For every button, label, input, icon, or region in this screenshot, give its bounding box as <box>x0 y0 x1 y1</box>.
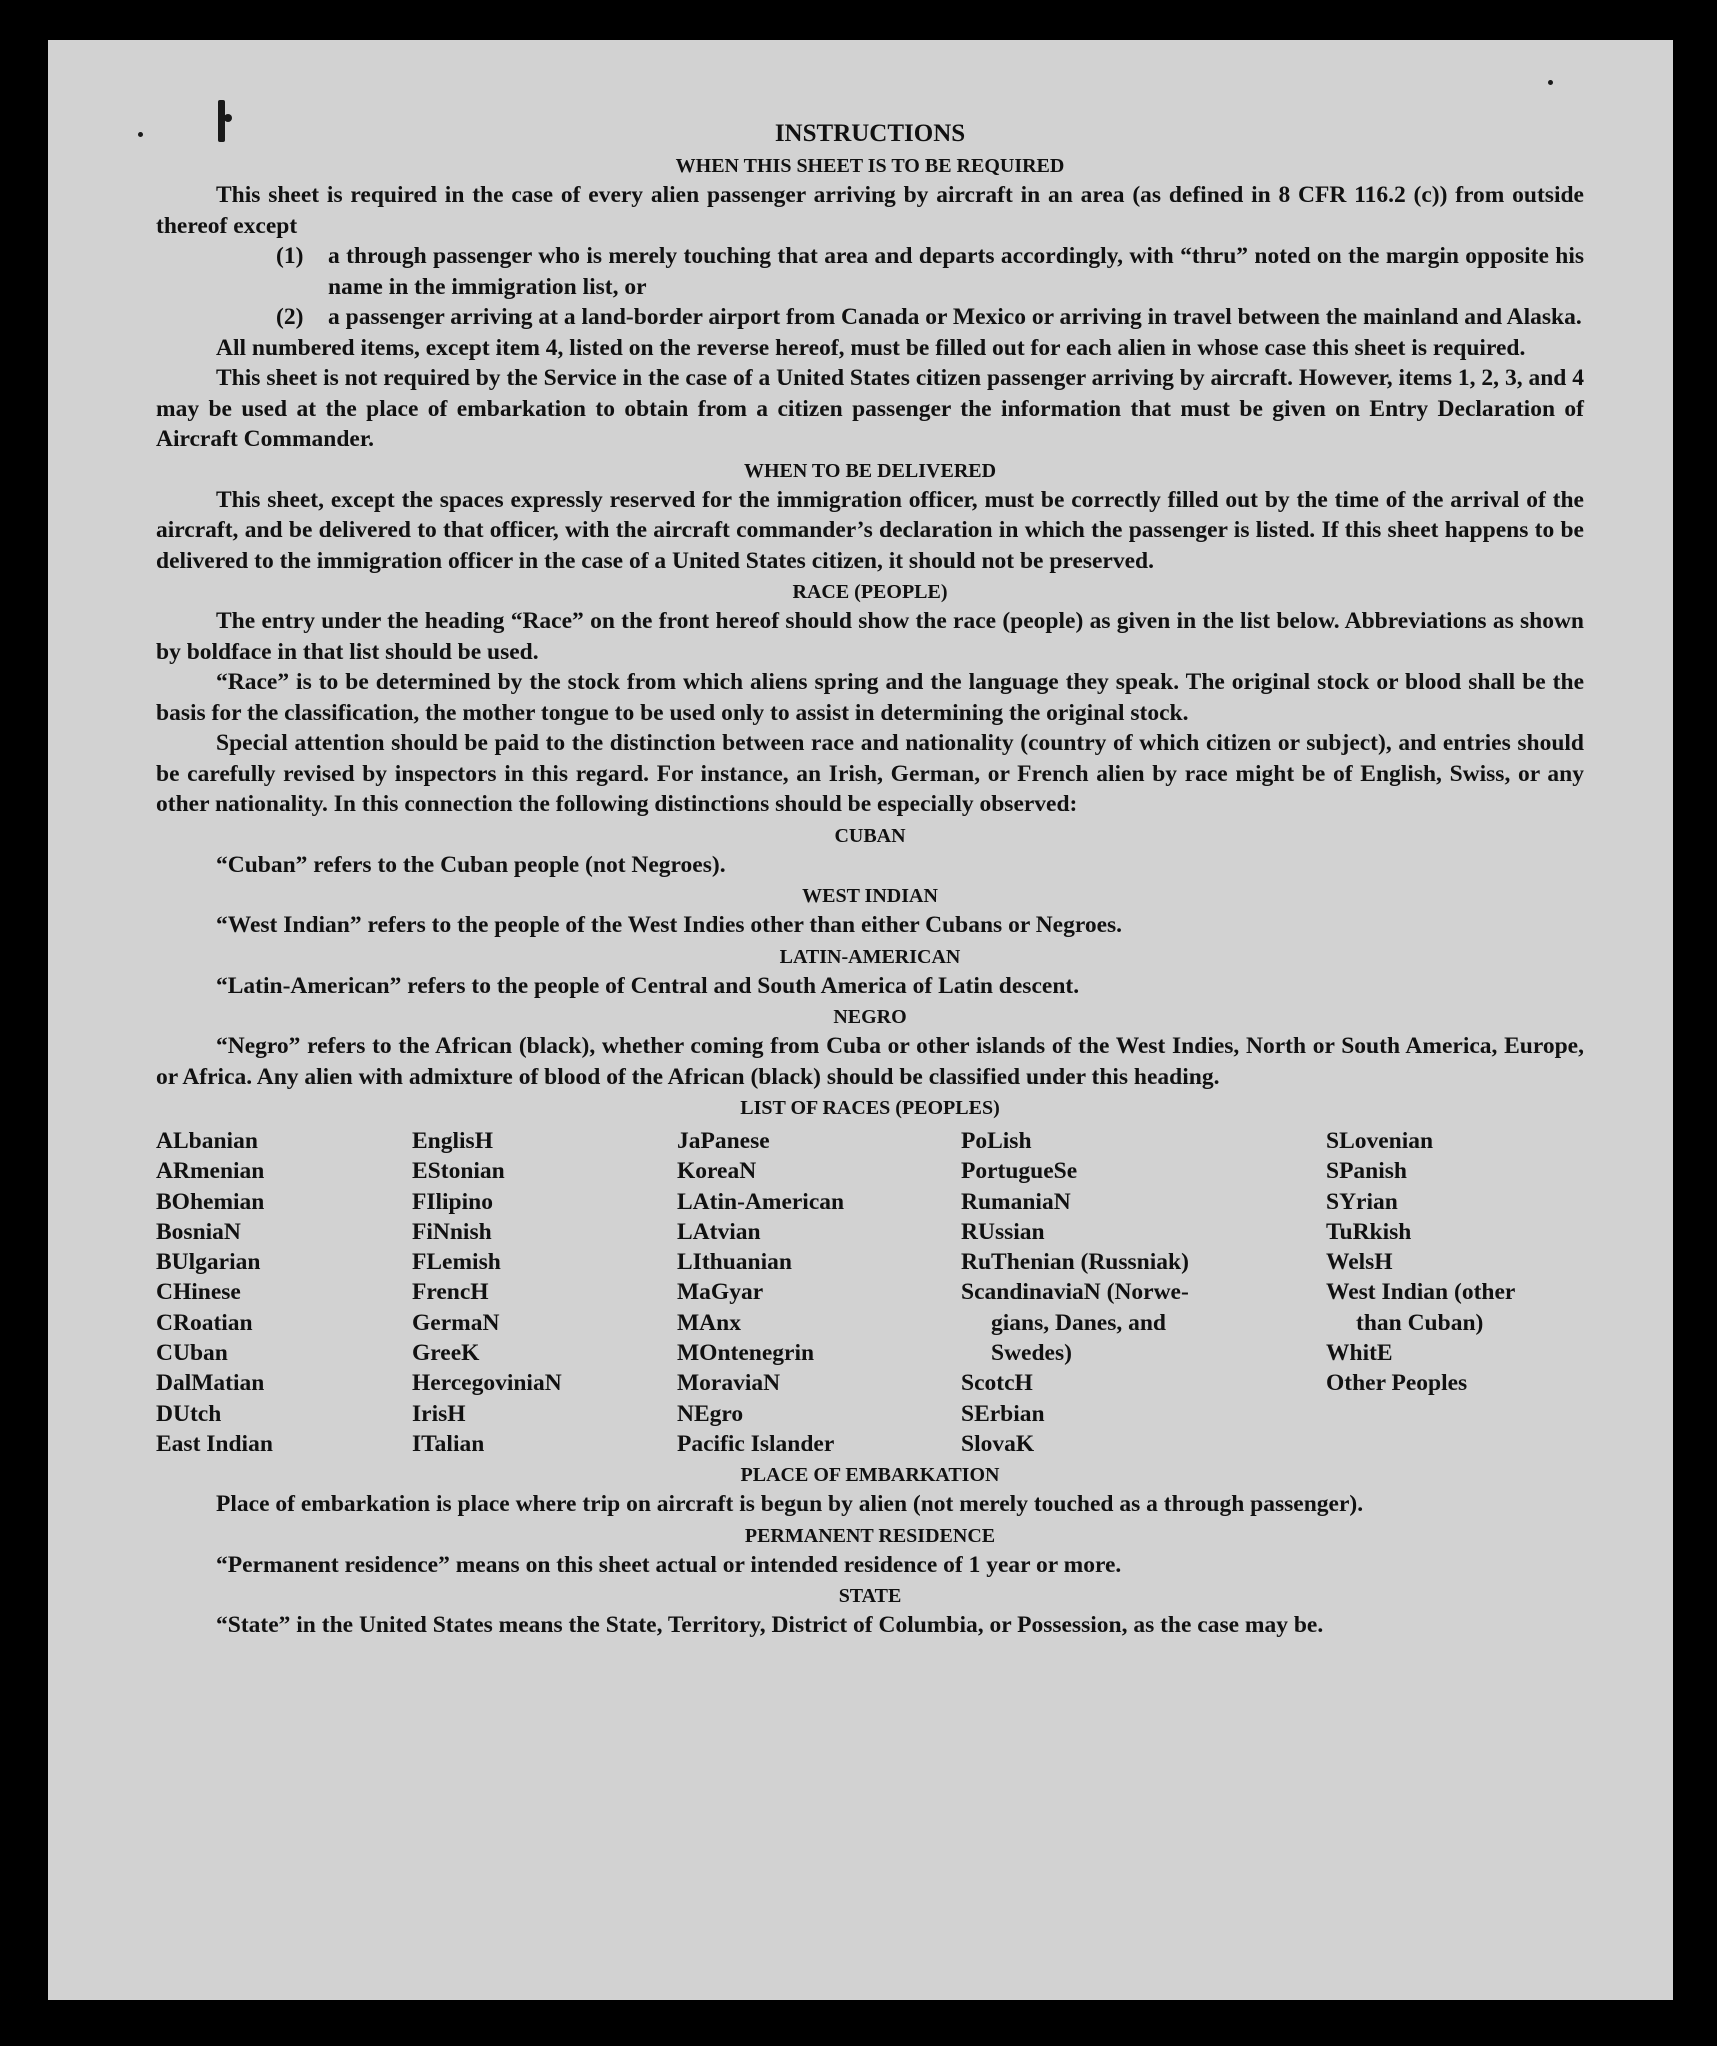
race-item: than Cuban) <box>1356 1309 1484 1336</box>
race-column <box>156 1126 412 1459</box>
document-page <box>48 40 1673 2000</box>
race-item: ScotcH <box>961 1370 1033 1397</box>
race-item: SLovenian <box>1326 1128 1434 1154</box>
race-item: ARmenian <box>156 1158 265 1185</box>
paragraph: This sheet is not required by the Service in the case of a United States citizen passenger arriving by aircraft. However, items 1, 2, 3, and 4 may be used at the place of embarkation to obtain from a citizen passenger the information that must be given on Entry Declaration of Aircraft Commander. <box>156 365 1584 452</box>
race-item: LAtin-American <box>677 1188 845 1215</box>
item-number: (1) <box>276 243 304 269</box>
paragraph: The entry under the heading “Race” on the front hereof should show the race (people) as given in the list below. Abbreviations as shown by boldface in that list should be used. <box>156 608 1584 665</box>
paragraph: “Cuban” refers to the Cuban people (not Negroes). <box>216 851 726 878</box>
race-item: FLemish <box>412 1249 501 1276</box>
race-item: ALbanian <box>156 1128 258 1154</box>
race-item: KoreaN <box>677 1158 757 1185</box>
paragraph: This sheet is required in the case of every alien passenger arriving by aircraft in an area (as defined in 8 CFR 116.2 (c)) from outside thereof except <box>156 182 1584 239</box>
race-item: LIthuanian <box>677 1249 792 1276</box>
list-item <box>276 302 1584 333</box>
paragraph: Place of embarkation is place where trip on aircraft is begun by alien (not merely touched as a through passenger). <box>216 1491 1364 1518</box>
race-item: FiNnish <box>412 1218 492 1245</box>
section-heading: PLACE OF EMBARKATION <box>740 1464 1000 1487</box>
race-item: West Indian (other <box>1326 1279 1516 1306</box>
race-item: MOntenegrin <box>677 1340 815 1367</box>
race-column <box>412 1126 677 1459</box>
race-item: RUssian <box>961 1218 1045 1245</box>
race-item: EStonian <box>412 1158 505 1185</box>
section-heading: WHEN TO BE DELIVERED <box>743 459 997 482</box>
race-item: MAnx <box>677 1309 741 1336</box>
race-item: BUlgarian <box>156 1249 261 1276</box>
race-item: ScandinaviaN (Norwe- <box>961 1279 1189 1306</box>
race-item: GreeK <box>412 1340 480 1367</box>
race-item: IrisH <box>412 1400 466 1427</box>
race-item: FIlipino <box>412 1188 493 1215</box>
race-item: SlovaK <box>961 1430 1035 1457</box>
race-item: EnglisH <box>412 1128 493 1154</box>
race-item: DUtch <box>156 1400 222 1427</box>
section-heading: WHEN THIS SHEET IS TO BE REQUIRED <box>675 155 1065 177</box>
race-item: SPanish <box>1326 1158 1407 1185</box>
race-item: Swedes) <box>991 1340 1072 1367</box>
paragraph: “State” in the United States means the State, Territory, District of Columbia, or Possession, as the case may be. <box>216 1612 1324 1639</box>
race-item: SYrian <box>1326 1188 1398 1215</box>
item-text: a through passenger who is merely touching that area and departs accordingly, with “thru” noted on the margin opposite his name in the immigration list, or <box>328 243 1584 300</box>
race-item: CHinese <box>156 1279 241 1306</box>
race-item: SErbian <box>961 1400 1045 1427</box>
race-column <box>961 1126 1326 1459</box>
race-item: East Indian <box>156 1430 273 1457</box>
race-item: BosniaN <box>156 1218 241 1245</box>
race-item: FrencH <box>412 1279 489 1306</box>
item-text: a passenger arriving at a land-border airport from Canada or Mexico or arriving in travel between the mainland and Alaska. <box>328 304 1582 330</box>
section-heading: PERMANENT RESIDENCE <box>744 1524 996 1547</box>
race-item: HercegoviniaN <box>412 1370 562 1397</box>
race-item: GermaN <box>412 1309 500 1336</box>
race-item: gians, Danes, and <box>991 1309 1166 1336</box>
race-item: CUban <box>156 1340 228 1367</box>
paragraph: “Race” is to be determined by the stock from which aliens spring and the language they speak. The original stock or blood shall be the basis for the classification, the mother tongue to be used only to assist in determining the original stock. <box>156 669 1584 726</box>
race-item: LAtvian <box>677 1218 761 1245</box>
race-item: MoraviaN <box>677 1370 781 1397</box>
race-item: DalMatian <box>156 1370 265 1397</box>
race-list <box>156 1126 1584 1459</box>
race-item: Pacific Islander <box>677 1430 835 1457</box>
race-item: RumaniaN <box>961 1188 1071 1215</box>
race-item: NEgro <box>677 1400 744 1427</box>
race-item: PoLish <box>961 1128 1032 1154</box>
section-heading: LIST OF RACES (PEOPLES) <box>740 1097 1000 1119</box>
section-heading: NEGRO <box>833 1006 907 1028</box>
paragraph: “Negro” refers to the African (black), whether coming from Cuba or other islands of the West Indies, North or South America, Europe, or Africa. Any alien with admixture of blood of the African (black) should be classified under this heading. <box>156 1033 1584 1090</box>
race-item: RuThenian (Russniak) <box>961 1249 1189 1276</box>
race-column <box>677 1126 961 1459</box>
paragraph: This sheet, except the spaces expressly reserved for the immigration officer, must be correctly filled out by the time of the arrival of the aircraft, and be delivered to that officer, with the aircraft commander’s declaration in which the passenger is listed. If this sheet happens to be delivered to the immigration officer in the case of a United States citizen, it should not be preserved. <box>156 486 1584 574</box>
paragraph: “West Indian” refers to the people of the West Indies other than either Cubans or Negroes. <box>216 912 1123 938</box>
race-item: WhitE <box>1326 1340 1393 1367</box>
section-heading: LATIN-AMERICAN <box>779 945 961 968</box>
race-item: BOhemian <box>156 1188 265 1215</box>
paragraph: “Permanent residence” means on this sheet actual or intended residence of 1 year or more. <box>216 1551 1122 1578</box>
paragraph: All numbered items, except item 4, listed on the reverse hereof, must be filled out for each alien in whose case this sheet is required. <box>216 334 1526 361</box>
page-title: INSTRUCTIONS <box>774 120 966 147</box>
ink-speck <box>138 132 143 137</box>
race-item: WelsH <box>1326 1249 1393 1276</box>
ink-speck <box>1548 80 1553 85</box>
section-heading: RACE (PEOPLE) <box>792 581 948 603</box>
race-item: PortugueSe <box>961 1158 1078 1185</box>
section-heading: WEST INDIAN <box>802 885 938 907</box>
race-item: MaGyar <box>677 1279 764 1306</box>
race-item: ITalian <box>412 1430 485 1457</box>
race-column <box>1326 1126 1584 1459</box>
section-heading: CUBAN <box>834 824 906 847</box>
paragraph: “Latin-American” refers to the people of Central and South America of Latin descent. <box>216 972 1080 999</box>
section-heading: STATE <box>838 1585 902 1608</box>
instructions-text <box>156 118 1584 1641</box>
item-number: (2) <box>276 304 304 330</box>
race-item: JaPanese <box>677 1128 770 1154</box>
race-item: TuRkish <box>1326 1218 1412 1245</box>
race-item: CRoatian <box>156 1309 253 1336</box>
list-item <box>276 241 1584 302</box>
paragraph: Special attention should be paid to the distinction between race and nationality (country of which citizen or subject), and entries should be carefully revised by inspectors in this regard. For instance, an Irish, German, or French alien by race might be of English, Swiss, or any other nationality. In this connection the following distinctions should be especially observed: <box>156 730 1584 817</box>
race-item: Other Peoples <box>1326 1370 1468 1397</box>
